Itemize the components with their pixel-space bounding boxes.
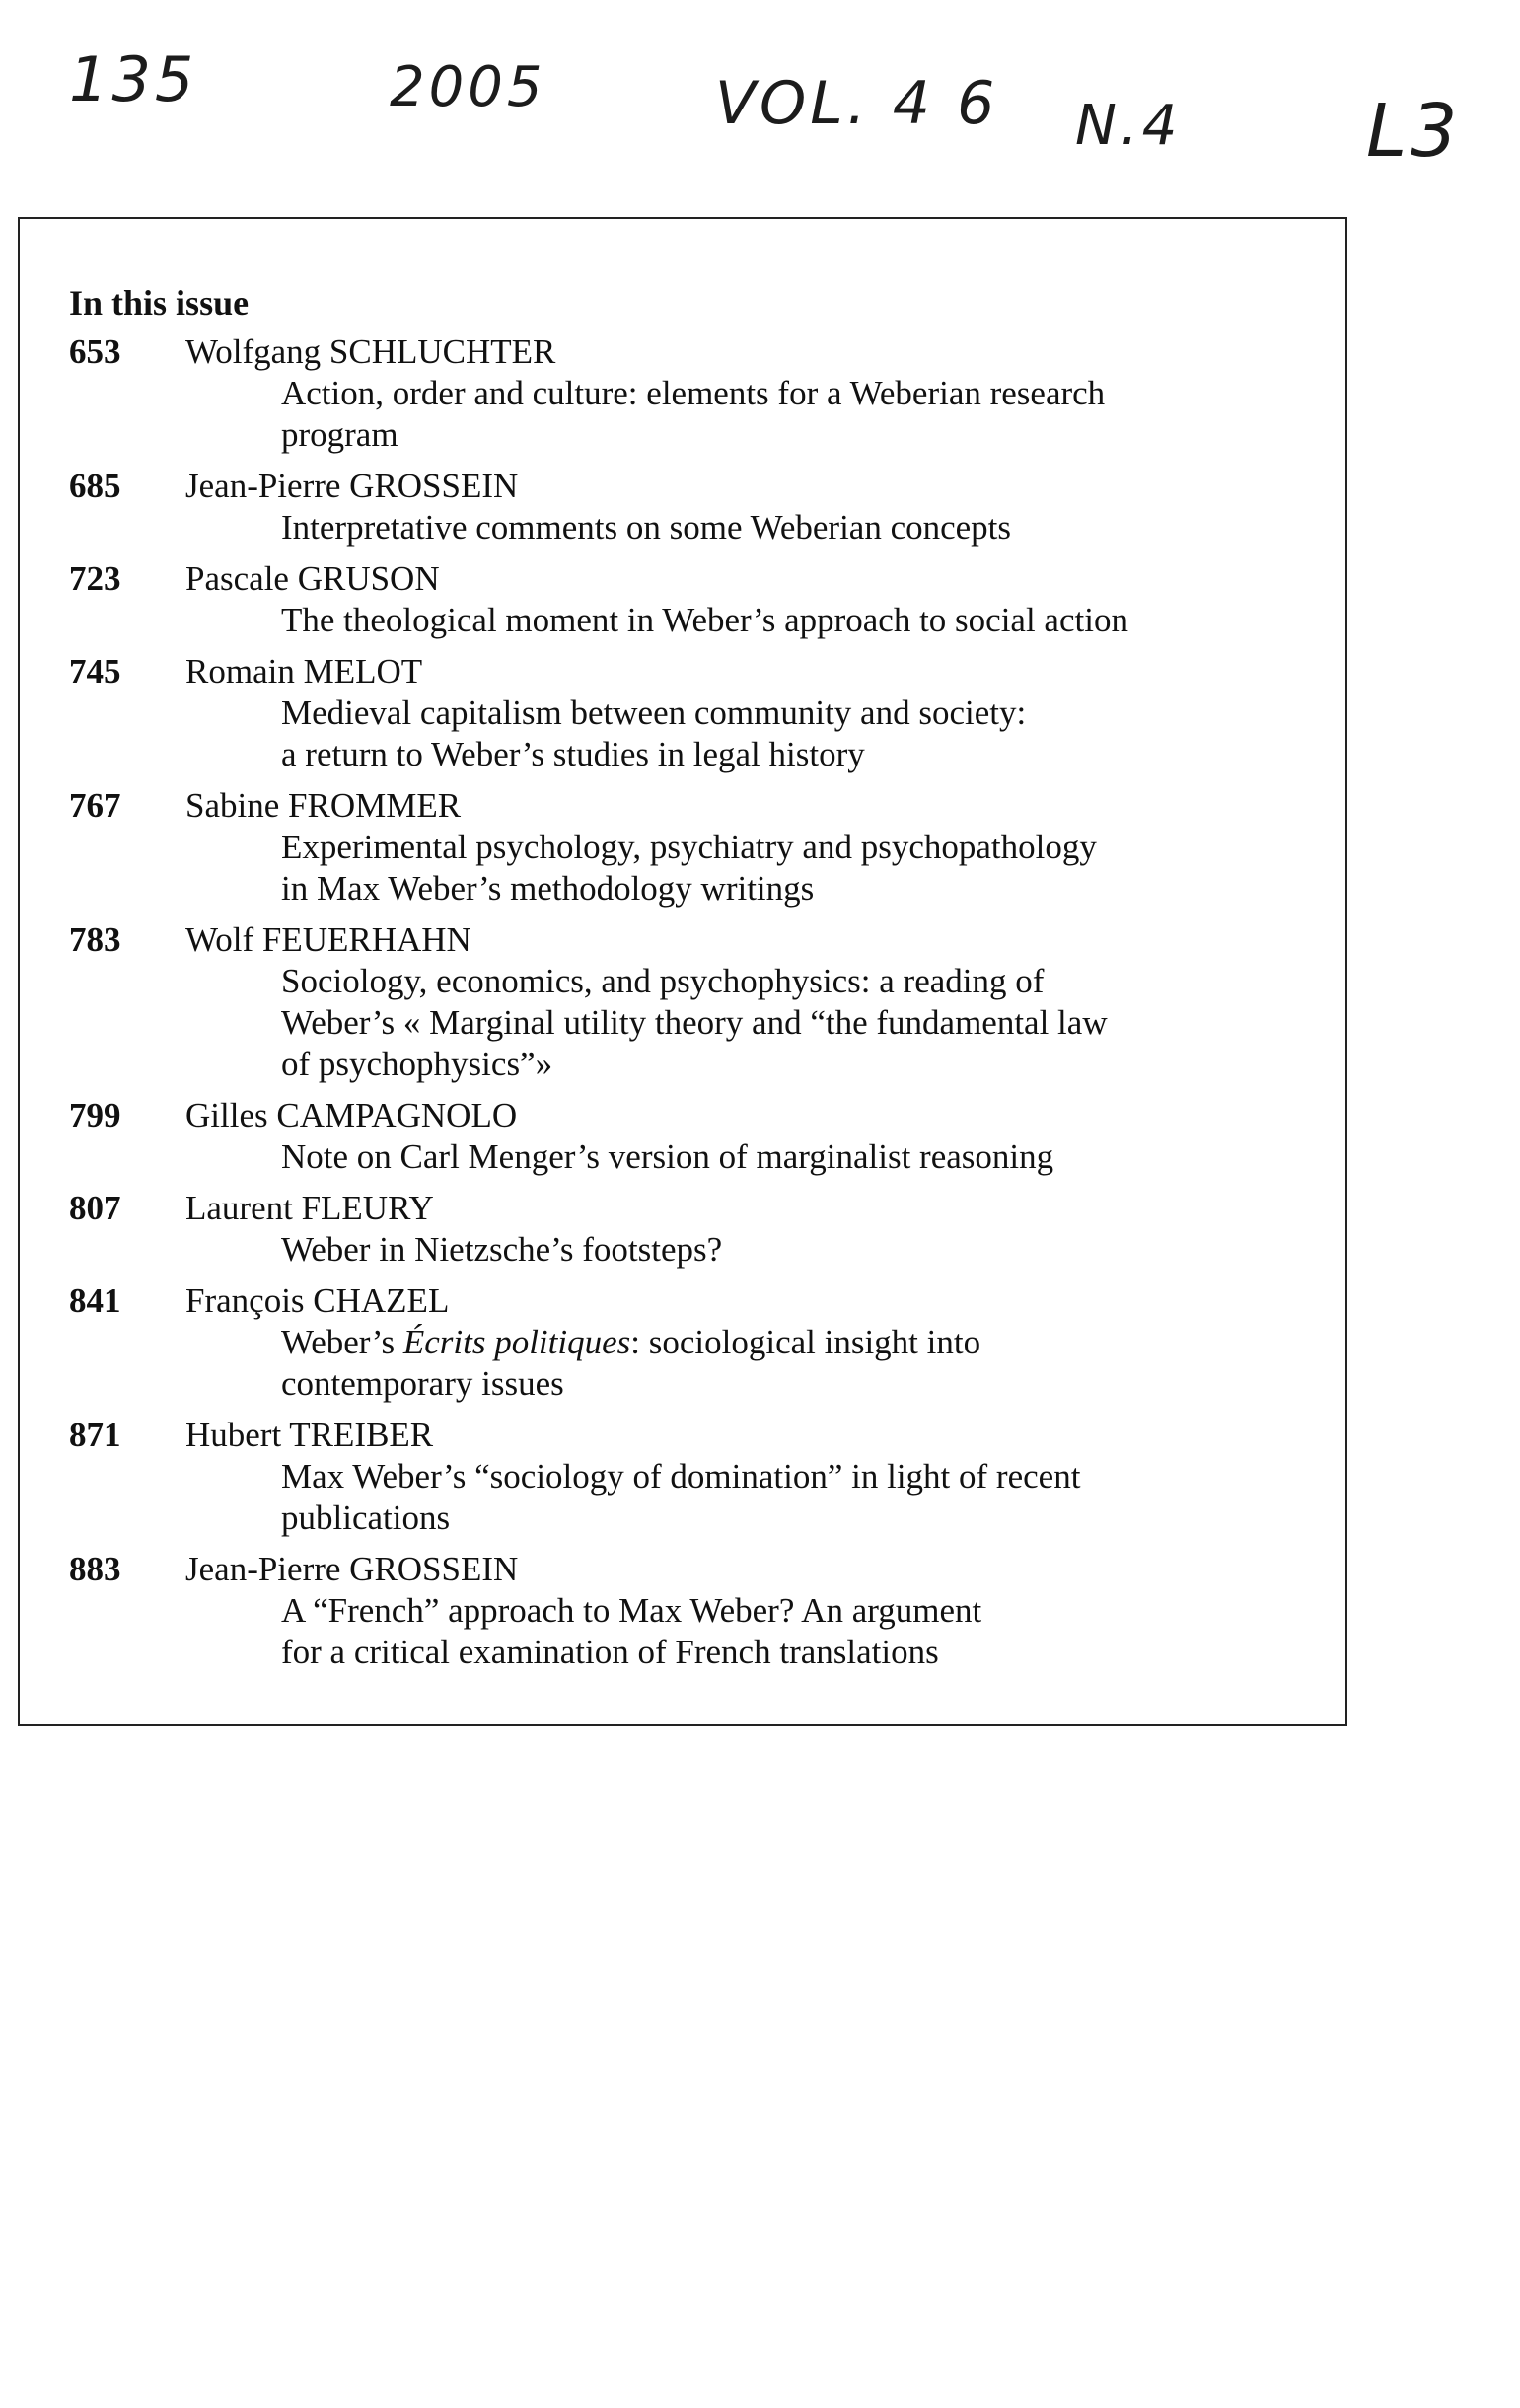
article-author: Laurent FLEURY xyxy=(185,1189,434,1227)
article-author: Pascale GRUSON xyxy=(185,559,440,598)
contents-entry xyxy=(69,1095,1312,1178)
article-title-line: a return to Weber’s studies in legal history xyxy=(281,735,865,773)
page-number: 807 xyxy=(69,1189,121,1227)
article-author: Gilles CAMPAGNOLO xyxy=(185,1096,518,1134)
article-title-line: Sociology, economics, and psychophysics: a reading of xyxy=(281,962,1045,1000)
article-title-line: Experimental psychology, psychiatry and psychopathology xyxy=(281,828,1097,866)
article-title-line: Action, order and culture: elements for a Weberian research xyxy=(281,374,1106,412)
page-number: 799 xyxy=(69,1096,121,1134)
article-title-line: Medieval capitalism between community and society: xyxy=(281,693,1027,732)
article-title-line: program xyxy=(281,415,398,454)
article-title-line: contemporary issues xyxy=(281,1364,564,1403)
page-number: 723 xyxy=(69,559,121,598)
article-author: Sabine FROMMER xyxy=(185,786,462,825)
handwritten-note-shelf: L3 xyxy=(1366,89,1462,174)
article-author: Wolf FEUERHAHN xyxy=(185,920,471,959)
contents-entry xyxy=(69,651,1312,775)
page-number: 783 xyxy=(69,920,121,959)
contents-entry xyxy=(69,785,1312,910)
title-part-after: : sociological insight into xyxy=(630,1323,981,1361)
page-number: 841 xyxy=(69,1281,121,1320)
article-title-line: Weber’s « Marginal utility theory and “the fundamental law xyxy=(281,1003,1108,1042)
page-number: 871 xyxy=(69,1416,121,1454)
handwritten-note-number: 135 xyxy=(69,43,198,115)
page-number: 767 xyxy=(69,786,121,825)
article-title-line: for a critical examination of French translations xyxy=(281,1633,939,1671)
page-number: 745 xyxy=(69,652,121,691)
article-author: Romain MELOT xyxy=(185,652,423,691)
contents-entry xyxy=(69,466,1312,548)
page-number: 685 xyxy=(69,467,121,505)
contents-entry xyxy=(69,1549,1312,1673)
contents-entry xyxy=(69,1415,1312,1539)
article-title-line: Interpretative comments on some Weberian concepts xyxy=(281,508,1012,547)
section-heading: In this issue xyxy=(69,283,250,323)
contents-entry xyxy=(69,558,1312,641)
article-author: Wolfgang SCHLUCHTER xyxy=(185,332,556,371)
article-title-line: Weber in Nietzsche’s footsteps? xyxy=(281,1230,723,1269)
article-title-line: of psychophysics”» xyxy=(281,1045,553,1083)
contents-entry xyxy=(69,331,1312,456)
page-number: 653 xyxy=(69,332,121,371)
article-title-line: Max Weber’s “sociology of domination” in light of recent xyxy=(281,1457,1081,1496)
article-title-line: A “French” approach to Max Weber? An argument xyxy=(281,1591,982,1630)
article-title-line: in Max Weber’s methodology writings xyxy=(281,869,815,908)
handwritten-note-year: 2005 xyxy=(390,55,546,119)
article-author: François CHAZEL xyxy=(185,1281,450,1320)
page-number: 883 xyxy=(69,1550,121,1588)
article-author: Hubert TREIBER xyxy=(185,1416,434,1454)
article-title-line: publications xyxy=(281,1498,451,1537)
article-author: Jean-Pierre GROSSEIN xyxy=(185,467,519,505)
contents-entry xyxy=(69,1188,1312,1271)
article-author: Jean-Pierre GROSSEIN xyxy=(185,1550,519,1588)
handwritten-note-issue: N.4 xyxy=(1075,94,1182,158)
contents-entry xyxy=(69,1280,1312,1405)
handwritten-note-volume: VOL. 4 6 xyxy=(715,69,999,138)
title-part-before: Weber’s xyxy=(281,1323,403,1361)
contents-list xyxy=(69,331,1312,1673)
article-title-line xyxy=(281,1322,1312,1363)
contents-entry xyxy=(69,919,1312,1085)
article-title-line: The theological moment in Weber’s approach to social action xyxy=(281,601,1128,639)
title-part-italic: Écrits politiques xyxy=(402,1323,631,1361)
article-title-line: Note on Carl Menger’s version of marginalist reasoning xyxy=(281,1137,1054,1176)
